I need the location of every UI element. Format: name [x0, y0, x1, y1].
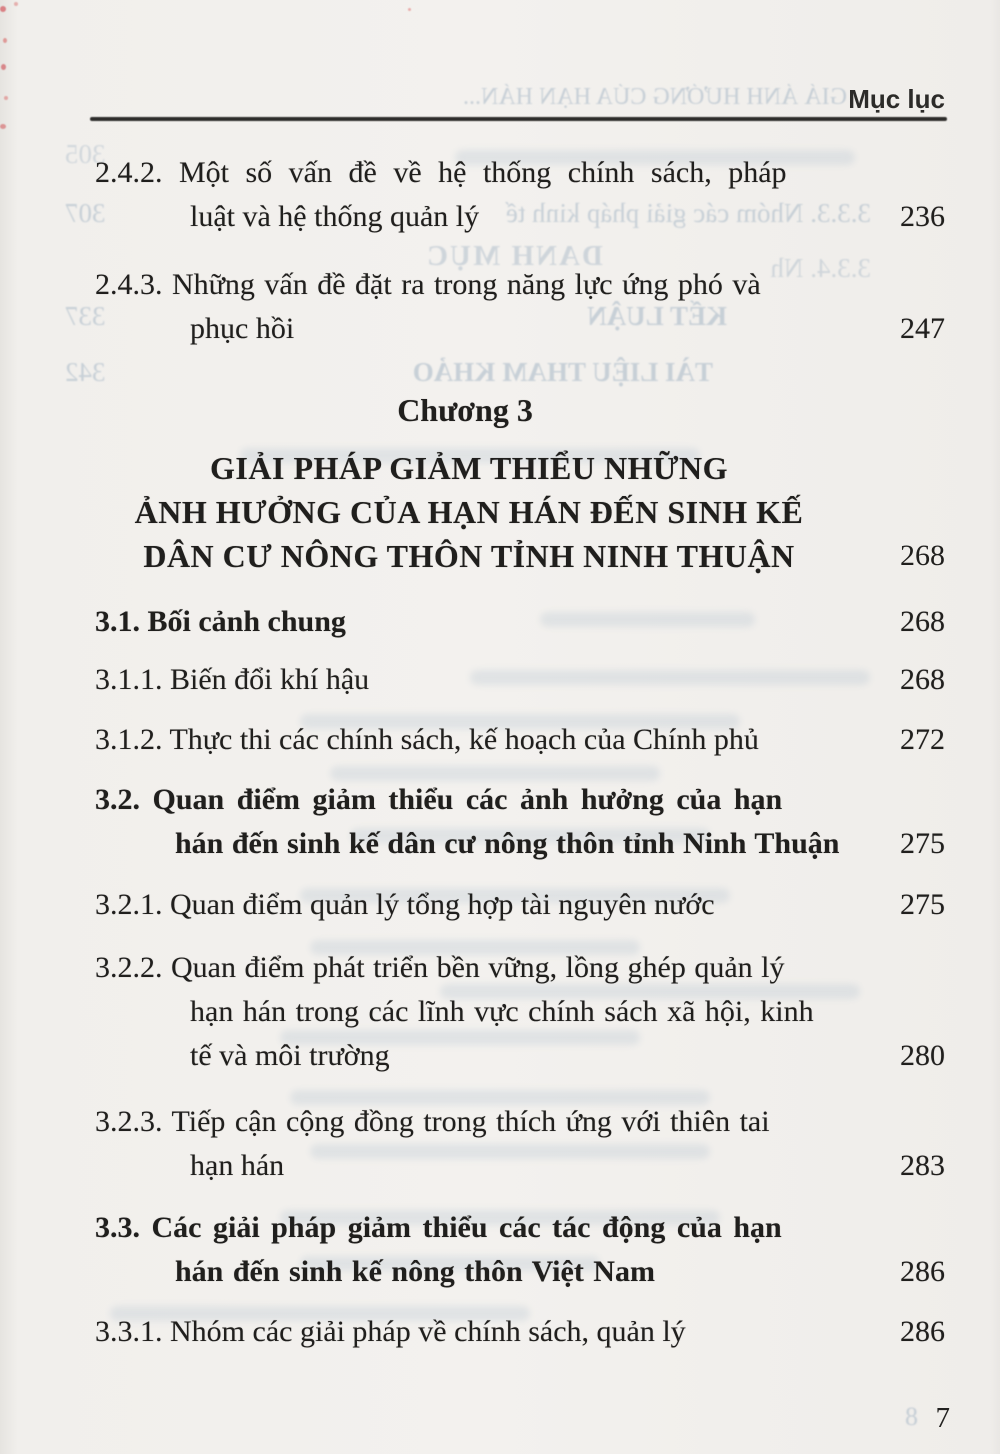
entry-page-number: 268 — [900, 605, 945, 638]
toc-entry-3-2-2 — [95, 946, 945, 1078]
bleedthrough-title: 3.3.3. Nhóm các giải pháp kinh tế — [505, 198, 871, 228]
bleedthrough-page: 337 — [65, 301, 106, 331]
chapter-title-line: GIẢI PHÁP GIẢM THIỂU NHỮNG — [210, 450, 728, 486]
chapter-title-block — [95, 446, 945, 578]
entry-page-number: 272 — [900, 723, 945, 756]
toc-entry-3-1-2 — [95, 718, 945, 762]
entry-line: 2.4.2. Một số vấn đề về hệ thống chính sách, pháp — [95, 156, 787, 189]
entry-line: 3.2.3. Tiếp cận cộng đồng trong thích ứng với thiên tai — [95, 1105, 770, 1138]
entry-line: 3.1.1. Biến đổi khí hậu — [95, 663, 370, 696]
toc-entry-3-3 — [95, 1206, 945, 1294]
toc-entry-3-1 — [95, 600, 945, 644]
entry-line: luật và hệ thống quản lý — [190, 200, 480, 233]
bleedthrough-line — [65, 352, 713, 392]
entry-page-number: 236 — [900, 200, 945, 233]
header-rule — [90, 117, 947, 121]
bleedthrough-header-text: GIÁ ẢNH HƯỞNG CỦA HẠN HÁN... — [463, 84, 847, 110]
toc-entry-3-2-1 — [95, 883, 945, 927]
entry-line: 3.2.1. Quan điểm quản lý tổng hợp tài nguyên nước — [95, 888, 715, 921]
bleedthrough-page: 307 — [65, 198, 106, 228]
toc-entry-3-2 — [95, 778, 945, 866]
entry-page-number: 247 — [900, 312, 945, 345]
chapter-title-line: DÂN CƯ NÔNG THÔN TỈNH NINH THUẬN — [143, 538, 795, 574]
entry-page-number: 275 — [900, 827, 945, 860]
entry-line: 3.1.2. Thực thi các chính sách, kế hoạch của Chính phủ — [95, 723, 759, 756]
entry-line: 3.3.1. Nhóm các giải pháp về chính sách, quản lý — [95, 1315, 686, 1348]
entry-line: hạn hán — [190, 1149, 285, 1182]
entry-line: 3.3. Các giải pháp giảm thiểu các tác động của hạn — [95, 1211, 782, 1244]
entry-line: 2.4.3. Những vấn đề đặt ra trong năng lực ứng phó và — [95, 268, 761, 301]
entry-page-number: 286 — [900, 1315, 945, 1348]
running-header-title: Mục lục — [848, 84, 945, 114]
entry-page-number: 268 — [900, 539, 945, 572]
bleedthrough-page: 342 — [65, 357, 106, 387]
entry-page-number: 275 — [900, 888, 945, 921]
toc-entry-2-4-2 — [95, 151, 945, 239]
entry-line: hán đến sinh kế dân cư nông thôn tỉnh Ninh Thuận — [175, 827, 840, 860]
toc-entry-2-4-3 — [95, 263, 945, 351]
chapter-title-line: ẢNH HƯỞNG CỦA HẠN HÁN ĐẾN SINH KẾ — [134, 494, 804, 530]
bleedthrough-title: TÀI LIỆU THAM KHẢO — [412, 357, 713, 387]
entry-line: hạn hán trong các lĩnh vực chính sách xã hội, kinh — [190, 995, 814, 1028]
entry-line: 3.2. Quan điểm giảm thiểu các ảnh hưởng của hạn — [95, 783, 783, 816]
toc-entry-3-3-1 — [95, 1310, 945, 1354]
entry-page-number: 283 — [900, 1149, 945, 1182]
footer-page-number: 7 — [935, 1402, 950, 1434]
entry-page-number: 268 — [900, 663, 945, 696]
entry-line: hán đến sinh kế nông thôn Việt Nam — [175, 1255, 655, 1288]
entry-page-number: 280 — [900, 1039, 945, 1072]
entry-line: tế và môi trường — [190, 1039, 390, 1072]
bleedthrough-page: 305 — [65, 139, 106, 169]
toc-entry-3-1-1 — [95, 658, 945, 702]
bleedthrough-title: 3.3.4. Nh — [770, 253, 871, 283]
toc-entry-3-2-3 — [95, 1100, 945, 1188]
entry-page-number: 286 — [900, 1255, 945, 1288]
bleedthrough-title: KẾT LUẬN — [587, 301, 727, 331]
entry-line: 3.1. Bối cảnh chung — [95, 605, 346, 638]
entry-line: phục hồi — [190, 312, 295, 345]
bleedthrough-danh-muc: DANH MỤC — [425, 240, 603, 272]
entry-line: 3.2.2. Quan điểm phát triển bền vững, lồng ghép quản lý — [95, 951, 785, 984]
chapter-label: Chương 3 — [397, 392, 533, 428]
bleedthrough-footer-page: 8 — [905, 1402, 918, 1431]
